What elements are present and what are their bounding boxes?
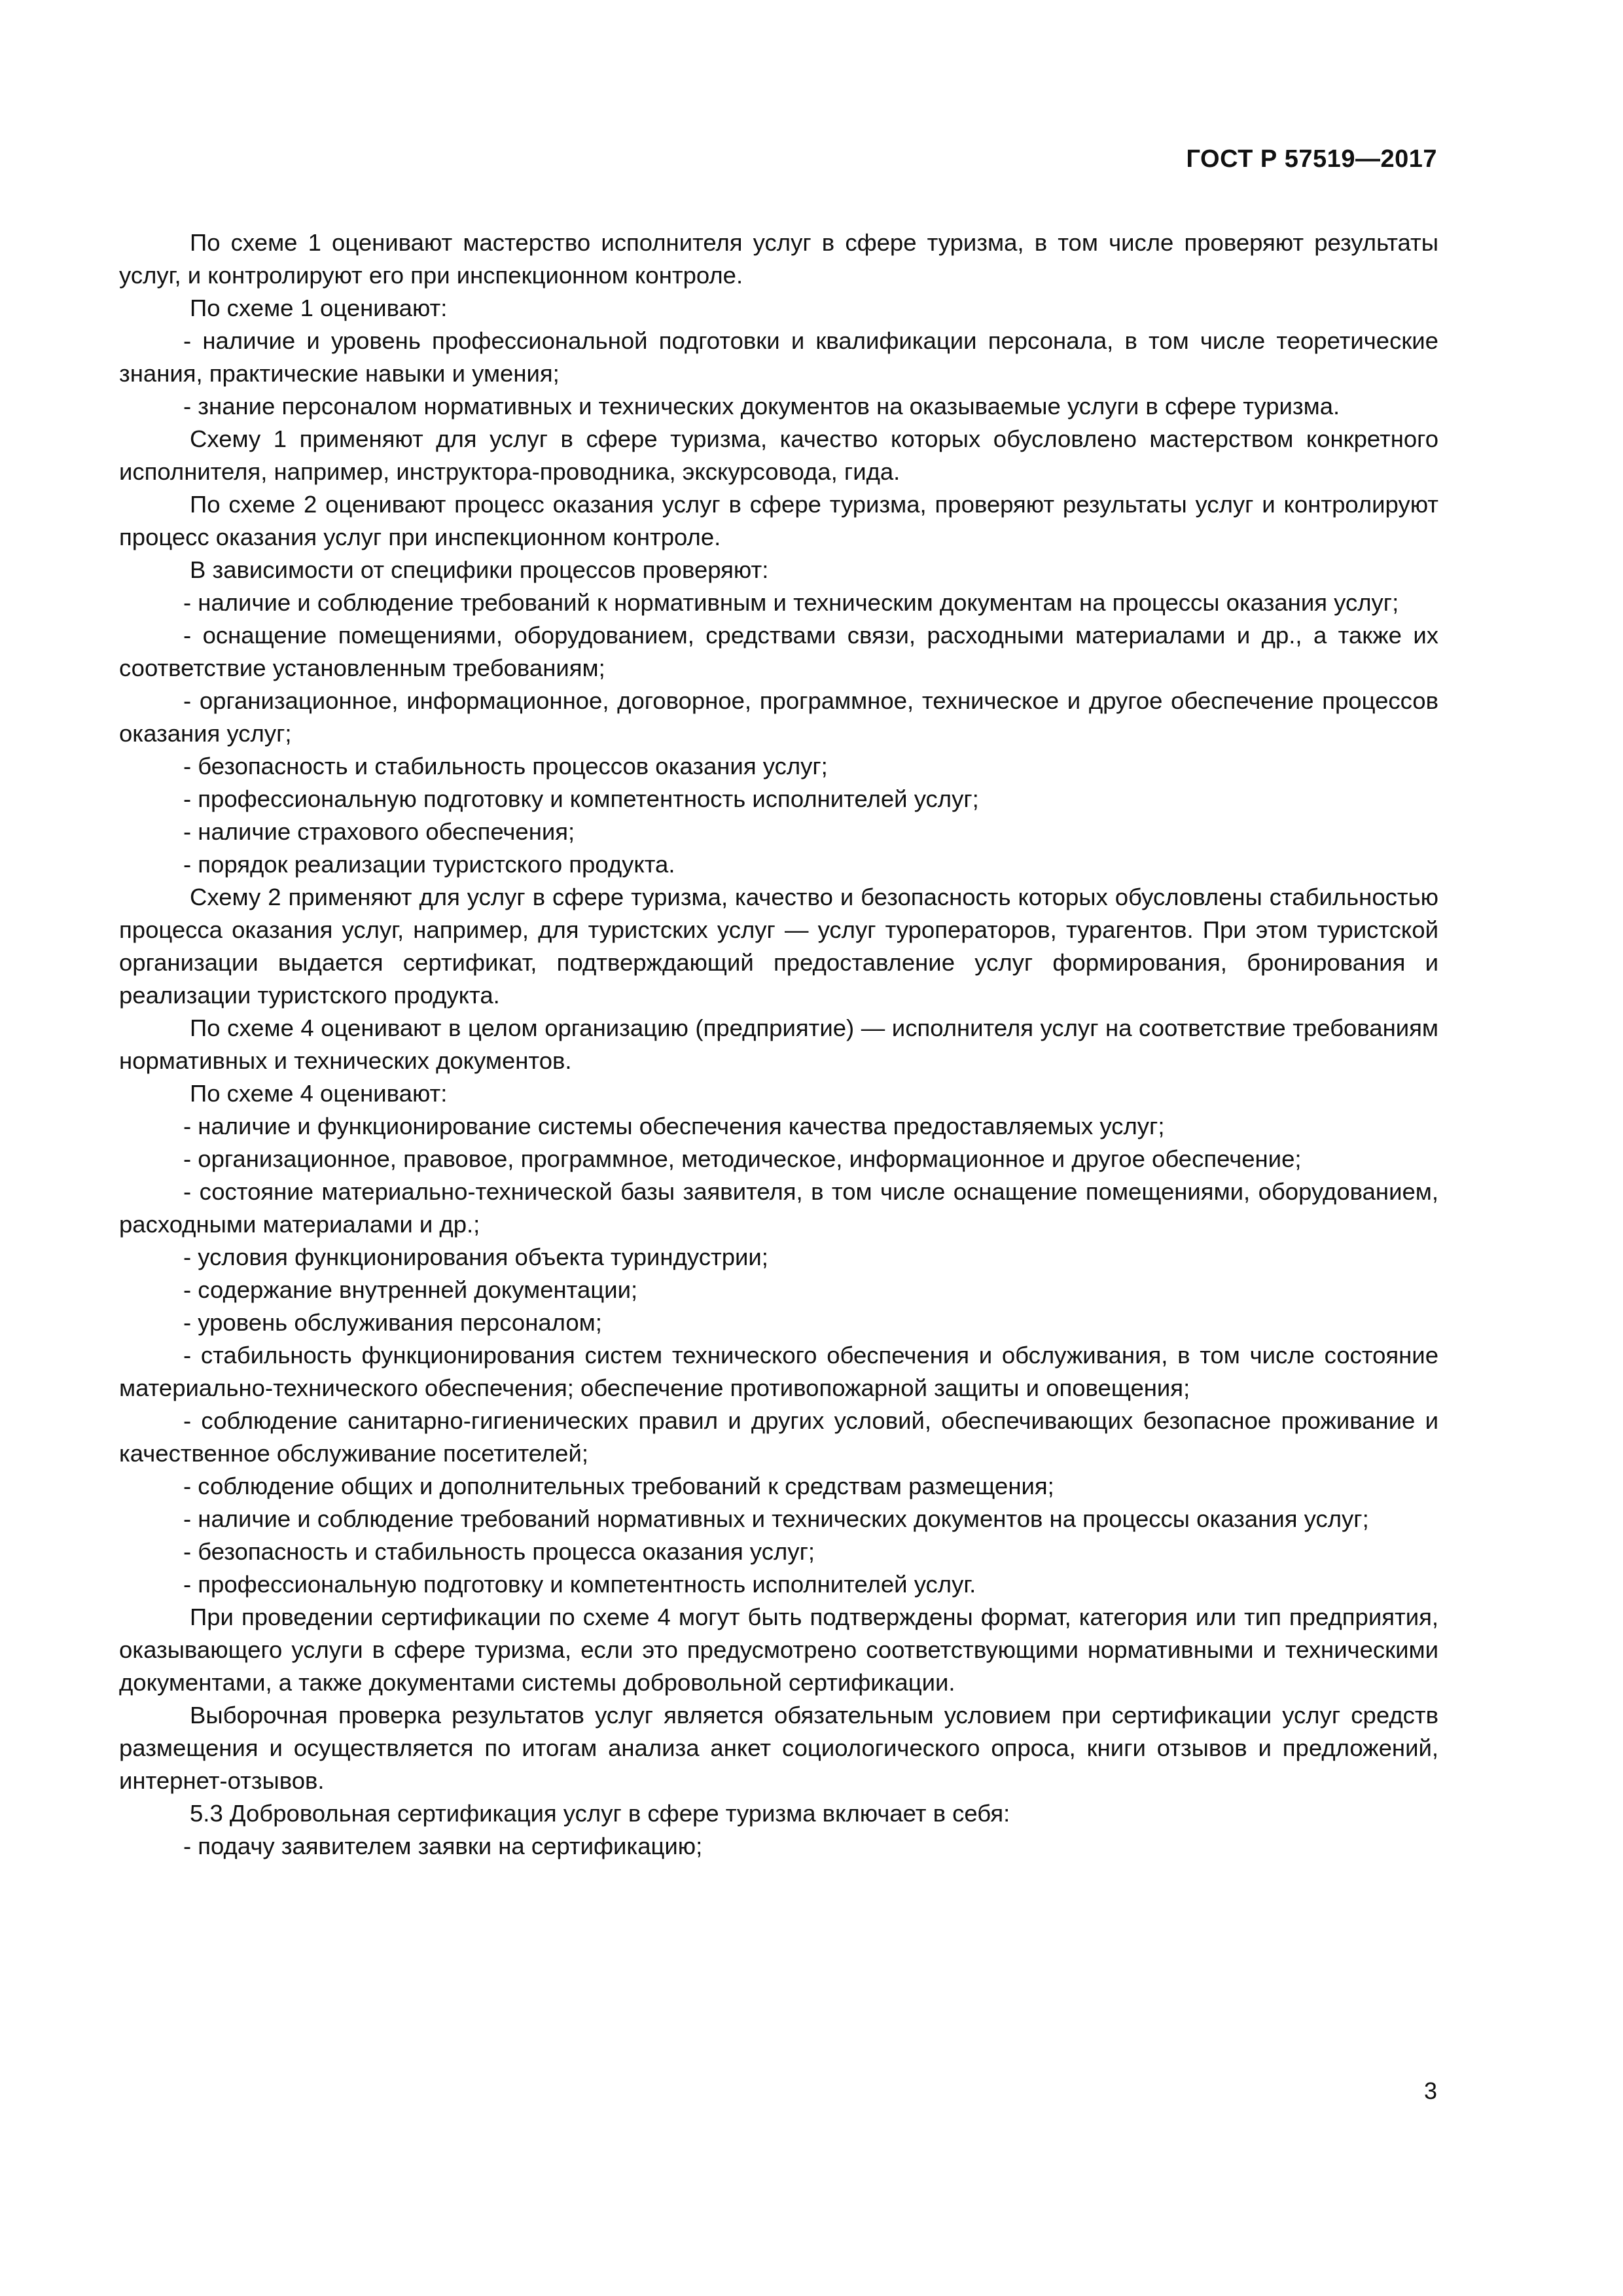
list-item: - наличие и функционирование системы обеспечения качества предоставляемых услуг; <box>183 1113 1165 1139</box>
paragraph: По схеме 1 оценивают: <box>190 295 448 321</box>
paragraph: По схеме 1 оценивают мастерство исполнителя услуг в сфере туризма, в том числе проверяют результаты услуг, и контролируют его при инспекционном контроле. <box>119 229 1438 289</box>
list-item: - знание персоналом нормативных и технических документов на оказываемые услуги в сфере туризма. <box>183 393 1340 420</box>
paragraph: По схеме 2 оценивают процесс оказания услуг в сфере туризма, проверяют результаты услуг и контролируют процесс оказания услуг при инспекционном контроле. <box>119 491 1438 550</box>
list-item: - соблюдение санитарно-гигиенических правил и других условий, обеспечивающих безопасное проживание и качественное обслуживание посетителей; <box>119 1407 1438 1467</box>
paragraph: Выборочная проверка результатов услуг является обязательным условием при сертификации услуг средств размещения и осуществляется по итогам анализа анкет социологического опроса, книги отзывов и предложений, интернет-отзывов. <box>119 1702 1438 1794</box>
list-item: - наличие страхового обеспечения; <box>183 818 575 845</box>
list-item: - содержание внутренней документации; <box>183 1276 638 1303</box>
list-item: - оснащение помещениями, оборудованием, средствами связи, расходными материалами и др., а также их соответствие установленным требованиям; <box>119 622 1438 681</box>
list-item: - состояние материально-технической базы заявителя, в том числе оснащение помещениями, оборудованием, расходными материалами и др.; <box>119 1178 1438 1238</box>
paragraph: Схему 1 применяют для услуг в сфере туризма, качество которых обусловлено мастерством конкретного исполнителя, например, инструктора-проводника, экскурсовода, гида. <box>119 425 1438 485</box>
paragraph: По схеме 4 оценивают в целом организацию (предприятие) — исполнителя услуг на соответствие требованиям нормативных и технических документов. <box>119 1014 1438 1074</box>
list-item: - порядок реализации туристского продукта. <box>183 851 675 878</box>
list-item: - наличие и соблюдение требований к нормативным и техническим документам на процессы оказания услуг; <box>183 589 1399 616</box>
page-number: 3 <box>1423 2077 1437 2104</box>
standard-code-header: ГОСТ Р 57519—2017 <box>1186 145 1437 173</box>
list-item: - наличие и уровень профессиональной подготовки и квалификации персонала, в том числе теоретические знания, практические навыки и умения; <box>119 327 1438 387</box>
list-item: - безопасность и стабильность процесса оказания услуг; <box>183 1538 815 1565</box>
list-item: - безопасность и стабильность процессов оказания услуг; <box>183 753 828 780</box>
list-item: - организационное, правовое, программное, методическое, информационное и другое обеспечение; <box>183 1145 1302 1172</box>
list-item: - соблюдение общих и дополнительных требований к средствам размещения; <box>183 1473 1054 1499</box>
list-item: - стабильность функционирования систем технического обеспечения и обслуживания, в том числе состояние материально-технического обеспечения; обеспечение противопожарной защиты и оповещения; <box>119 1342 1438 1401</box>
document-body <box>119 226 1438 1863</box>
list-item: - профессиональную подготовку и компетентность исполнителей услуг; <box>183 785 979 812</box>
paragraph: При проведении сертификации по схеме 4 могут быть подтверждены формат, категория или тип предприятия, оказывающего услуги в сфере туризма, если это предусмотрено соответствующими нормативными и техническими документами, а также документами системы добровольной сертификации. <box>119 1604 1438 1696</box>
paragraph: 5.3 Добровольная сертификация услуг в сфере туризма включает в себя: <box>190 1800 1010 1827</box>
list-item: - условия функционирования объекта туриндустрии; <box>183 1244 768 1270</box>
paragraph: В зависимости от специфики процессов проверяют: <box>190 556 769 583</box>
list-item: - организационное, информационное, договорное, программное, техническое и другое обеспечение процессов оказания услуг; <box>119 687 1438 747</box>
list-item: - подачу заявителем заявки на сертификацию; <box>183 1833 703 1859</box>
list-item: - профессиональную подготовку и компетентность исполнителей услуг. <box>183 1571 976 1598</box>
list-item: - наличие и соблюдение требований нормативных и технических документов на процессы оказания услуг; <box>183 1505 1369 1532</box>
paragraph: По схеме 4 оценивают: <box>190 1080 448 1107</box>
list-item: - уровень обслуживания персоналом; <box>183 1309 602 1336</box>
paragraph: Схему 2 применяют для услуг в сфере туризма, качество и безопасность которых обусловлены стабильностью процесса оказания услуг, например, для туристских услуг — услуг туроператоров, турагентов. При этом туристской организации выдается сертификат, подтверждающий предоставление услуг формирования, бронирования и реализации туристского продукта. <box>119 884 1438 1009</box>
